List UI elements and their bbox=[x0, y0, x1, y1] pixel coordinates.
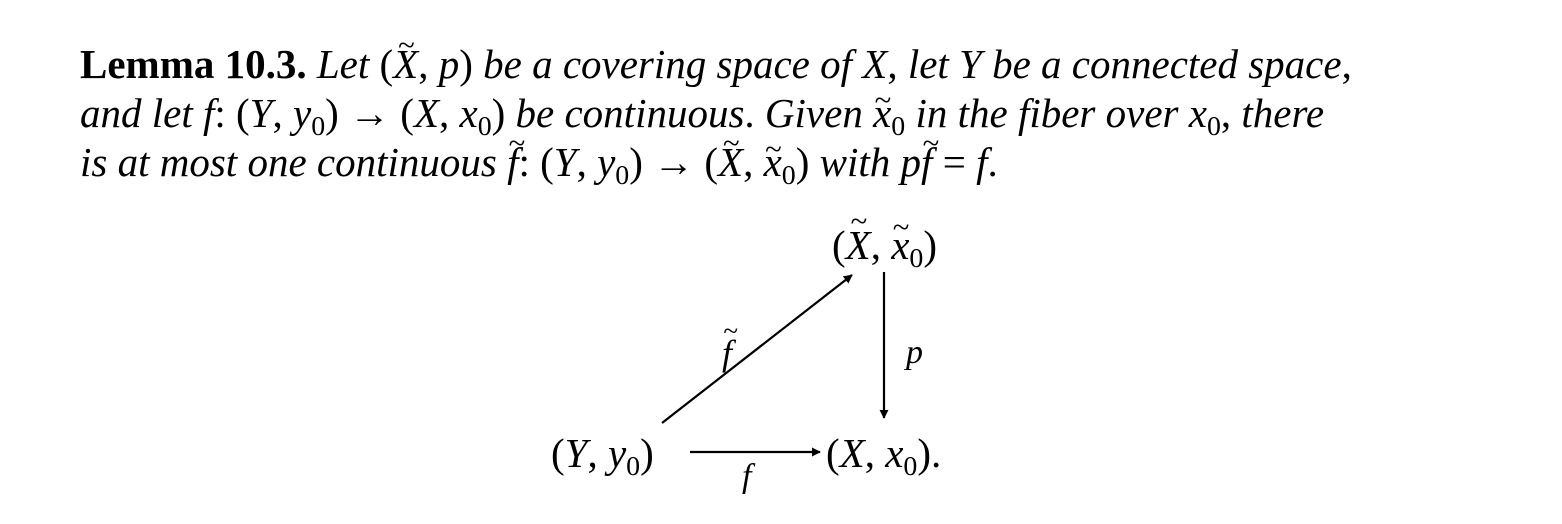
node-top: (~ X, ~ $x_0$) bbox=[832, 225, 937, 266]
node-bottom-left: (Y, $y_0$) bbox=[551, 430, 654, 482]
label-diagonal-f-tilde: ~ f bbox=[722, 335, 732, 371]
lemma-line-1: Lemma 10.3. Let (~ X, p) be a covering space of X, let Y be a connected space, bbox=[80, 40, 1500, 89]
lemma-line-3: is at most one continuous ~ f: (Y, $y_0$) → (~ X, ~ $x_0$) with p~ f = f. bbox=[80, 138, 1500, 187]
node-bottom-right: (X, $x_0$). bbox=[826, 430, 942, 482]
label-horizontal-f: f bbox=[742, 458, 752, 495]
label-vertical-p: p bbox=[906, 334, 923, 371]
lemma-line-2: and let f: (Y, $y_0) \to (X$, $x_0$) be continuous. Given ~ $x_0$ in the fiber over $x_0$, there bbox=[80, 89, 1500, 138]
diagonal-arrow bbox=[662, 275, 852, 423]
lemma-heading: Lemma 10.3. bbox=[80, 41, 307, 87]
